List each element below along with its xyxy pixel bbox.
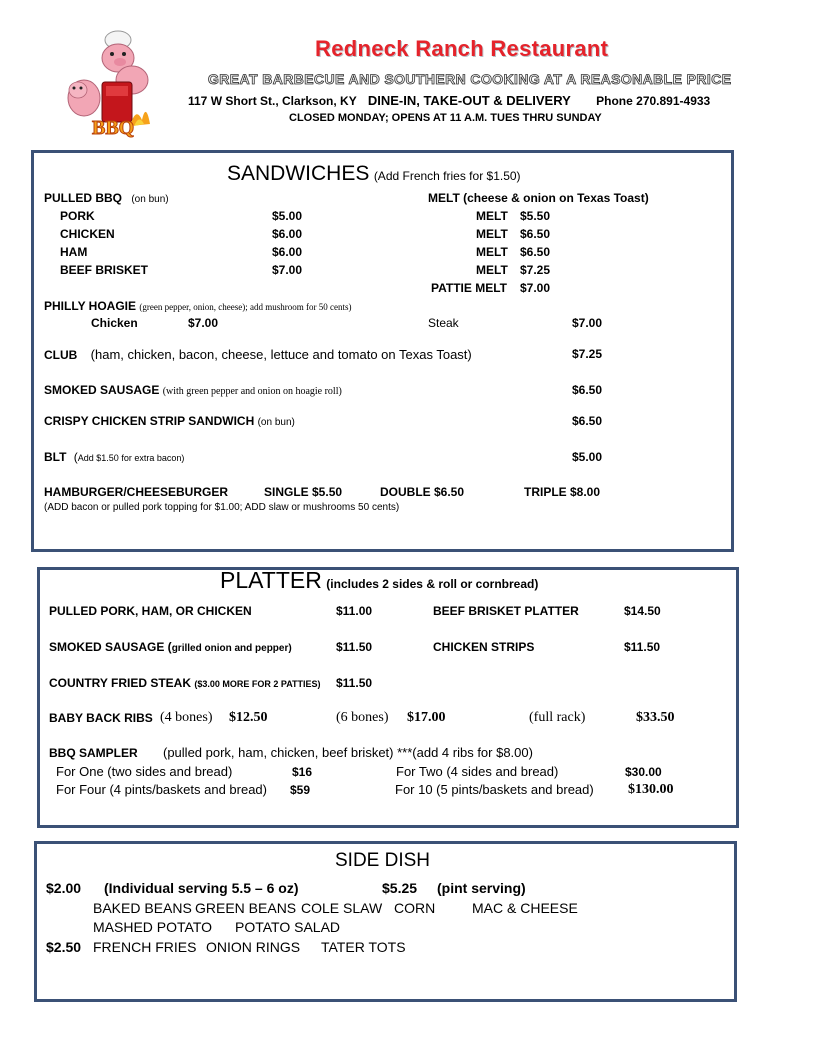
burger-note: (ADD bacon or pulled pork topping for $1.00; ADD slaw or mushrooms 50 cents) [44,502,400,513]
platter-steak-label: COUNTRY FRIED STEAK [49,676,192,690]
ribs-full-price: $33.50 [636,710,675,725]
sampler-ten: For 10 (5 pints/baskets and bread) [395,782,594,797]
pulled-bbq-heading [44,191,169,205]
menu-item-price: $7.00 [188,316,219,330]
side-price-fries: $2.50 [46,939,82,955]
platter-item-name: PULLED PORK, HAM, OR CHICKEN [49,604,252,618]
restaurant-title: Redneck Ranch Restaurant [315,36,609,61]
ribs-six: (6 bones) [336,710,389,725]
menu-item-name: PORK [60,209,95,223]
blt-paren: ( [73,450,78,464]
pulled-bbq-note: (on bun) [131,194,169,205]
menu-item-price: $7.00 [272,263,303,277]
philly-heading [44,299,351,313]
platter-item-price: $14.50 [624,604,661,618]
sampler-one-price: $16 [292,765,313,779]
address-line [188,93,710,108]
club-price: $7.25 [572,347,603,361]
sampler-two: For Two (4 sides and bread) [396,764,559,779]
menu-item-name: Steak [428,316,459,330]
side-item: MASHED POTATO [93,919,213,935]
address: 117 W Short St., Clarkson, KY [188,94,357,108]
ribs-label: BABY BACK RIBS [49,711,153,725]
sampler-two-price: $30.00 [625,765,662,779]
blt-row [44,450,184,464]
menu-item-name: HAM [60,245,88,259]
platter-sausage-label: SMOKED SAUSAGE ( [49,640,172,654]
phone: Phone 270.891-4933 [596,94,711,108]
blt-label: BLT [44,450,67,464]
platter-item-price: $11.50 [336,640,373,654]
platter-item-price: $11.50 [624,640,661,654]
club-label: CLUB [44,348,78,362]
burger-double: DOUBLE $6.50 [380,485,465,499]
platter-note: (includes 2 sides & roll or cornbread) [326,577,539,591]
side-item: TATER TOTS [321,939,406,955]
side-item: MAC & CHEESE [472,900,578,916]
side-item: GREEN BEANS [195,900,297,916]
platter-steak-note: ($3.00 MORE FOR 2 PATTIES) [194,679,321,689]
burger-single: SINGLE $5.50 [264,485,343,499]
sausage-price: $6.50 [572,383,603,397]
menu-item-name: CHICKEN [60,227,115,241]
side-price-individual: $2.00 [46,880,82,896]
club-desc: (ham, chicken, bacon, cheese, lettuce and tomato on Texas Toast) [90,347,472,362]
blt-price: $5.00 [572,450,603,464]
crispy-desc: (on bun) [257,417,295,428]
side-item: CORN [394,900,436,916]
platter-item-price: $11.50 [336,676,373,690]
platter-item-name: BEEF BRISKET PLATTER [433,604,579,618]
platter-item-name [49,640,292,654]
burger-triple: TRIPLE $8.00 [524,485,601,499]
sampler-one: For One (two sides and bread) [56,764,233,779]
pulled-bbq-label: PULLED BBQ [44,191,122,205]
sampler-ten-price: $130.00 [628,782,674,797]
platter-heading [220,567,538,594]
side-item: COLE SLAW [301,900,383,916]
tagline: GREAT BARBECUE AND SOUTHERN COOKING AT A REASONABLE PRICE [208,71,732,87]
bbq-pig-logo [60,28,160,140]
side-serving-pint: (pint serving) [437,880,526,896]
menu-item-name: PATTIE MELT [431,281,507,295]
platter-title: PLATTER [220,567,322,593]
platter-item-name [49,676,321,690]
sampler-label: BBQ SAMPLER [49,746,138,760]
sausage-label: SMOKED SAUSAGE [44,383,160,397]
platter-item-name: CHICKEN STRIPS [433,640,535,654]
side-item: FRENCH FRIES [93,939,197,955]
crispy-price: $6.50 [572,414,603,428]
club-row [44,347,472,362]
sandwiches-note: (Add French fries for $1.50) [373,169,521,183]
svg-text:BBQ: BBQ [92,117,135,139]
blt-desc: Add $1.50 for extra bacon) [77,453,185,463]
sampler-four: For Four (4 pints/baskets and bread) [56,782,267,797]
side-serving-individual: (Individual serving 5.5 – 6 oz) [104,880,299,896]
menu-item-price: $5.50 [520,209,551,223]
side-price-pint: $5.25 [382,880,418,896]
menu-item-name: BEEF BRISKET [60,263,149,277]
sausage-row [44,383,342,397]
ribs-six-price: $17.00 [407,710,446,725]
sandwiches-heading [227,162,521,186]
menu-item-price: $7.00 [520,281,551,295]
philly-label: PHILLY HOAGIE [44,299,137,313]
ribs-four-price: $12.50 [229,710,268,725]
service-types: DINE-IN, TAKE-OUT & DELIVERY [367,93,571,108]
burger-label: HAMBURGER/CHEESEBURGER [44,485,229,499]
menu-item-price: $6.50 [520,227,551,241]
menu-item-price: $5.00 [272,209,303,223]
sampler-four-price: $59 [290,783,311,797]
menu-item-name: MELT [476,209,508,223]
menu-item-name: MELT [476,263,508,277]
melt-heading: MELT (cheese & onion on Texas Toast) [428,191,649,205]
menu-item-price: $6.50 [520,245,551,259]
crispy-row [44,414,295,428]
menu-item-price: $6.00 [272,227,303,241]
ribs-full: (full rack) [529,710,586,725]
philly-note: (green pepper, onion, cheese); add mushroom for 50 cents) [139,302,352,312]
ribs-four: (4 bones) [160,710,213,725]
side-item: ONION RINGS [206,939,301,955]
menu-item-name: MELT [476,227,508,241]
sandwiches-title: SANDWICHES [227,162,370,185]
side-item: POTATO SALAD [235,919,341,935]
crispy-label: CRISPY CHICKEN STRIP SANDWICH [44,414,255,428]
hours: CLOSED MONDAY; OPENS AT 11 A.M. TUES THRU SUNDAY [289,112,602,124]
platter-item-price: $11.00 [336,604,373,618]
menu-item-price: $6.00 [272,245,303,259]
side-dish-title: SIDE DISH [335,850,431,871]
side-item: BAKED BEANS [93,900,192,916]
menu-item-price: $7.25 [520,263,551,277]
menu-item-price: $7.00 [572,316,603,330]
menu-item-name: MELT [476,245,508,259]
menu-item-name: Chicken [91,316,138,330]
sampler-desc: (pulled pork, ham, chicken, beef brisket) ***(add 4 ribs for $8.00) [163,745,533,760]
sausage-desc: (with green pepper and onion on hoagie roll) [162,386,342,397]
platter-sausage-note: grilled onion and pepper) [171,643,292,654]
